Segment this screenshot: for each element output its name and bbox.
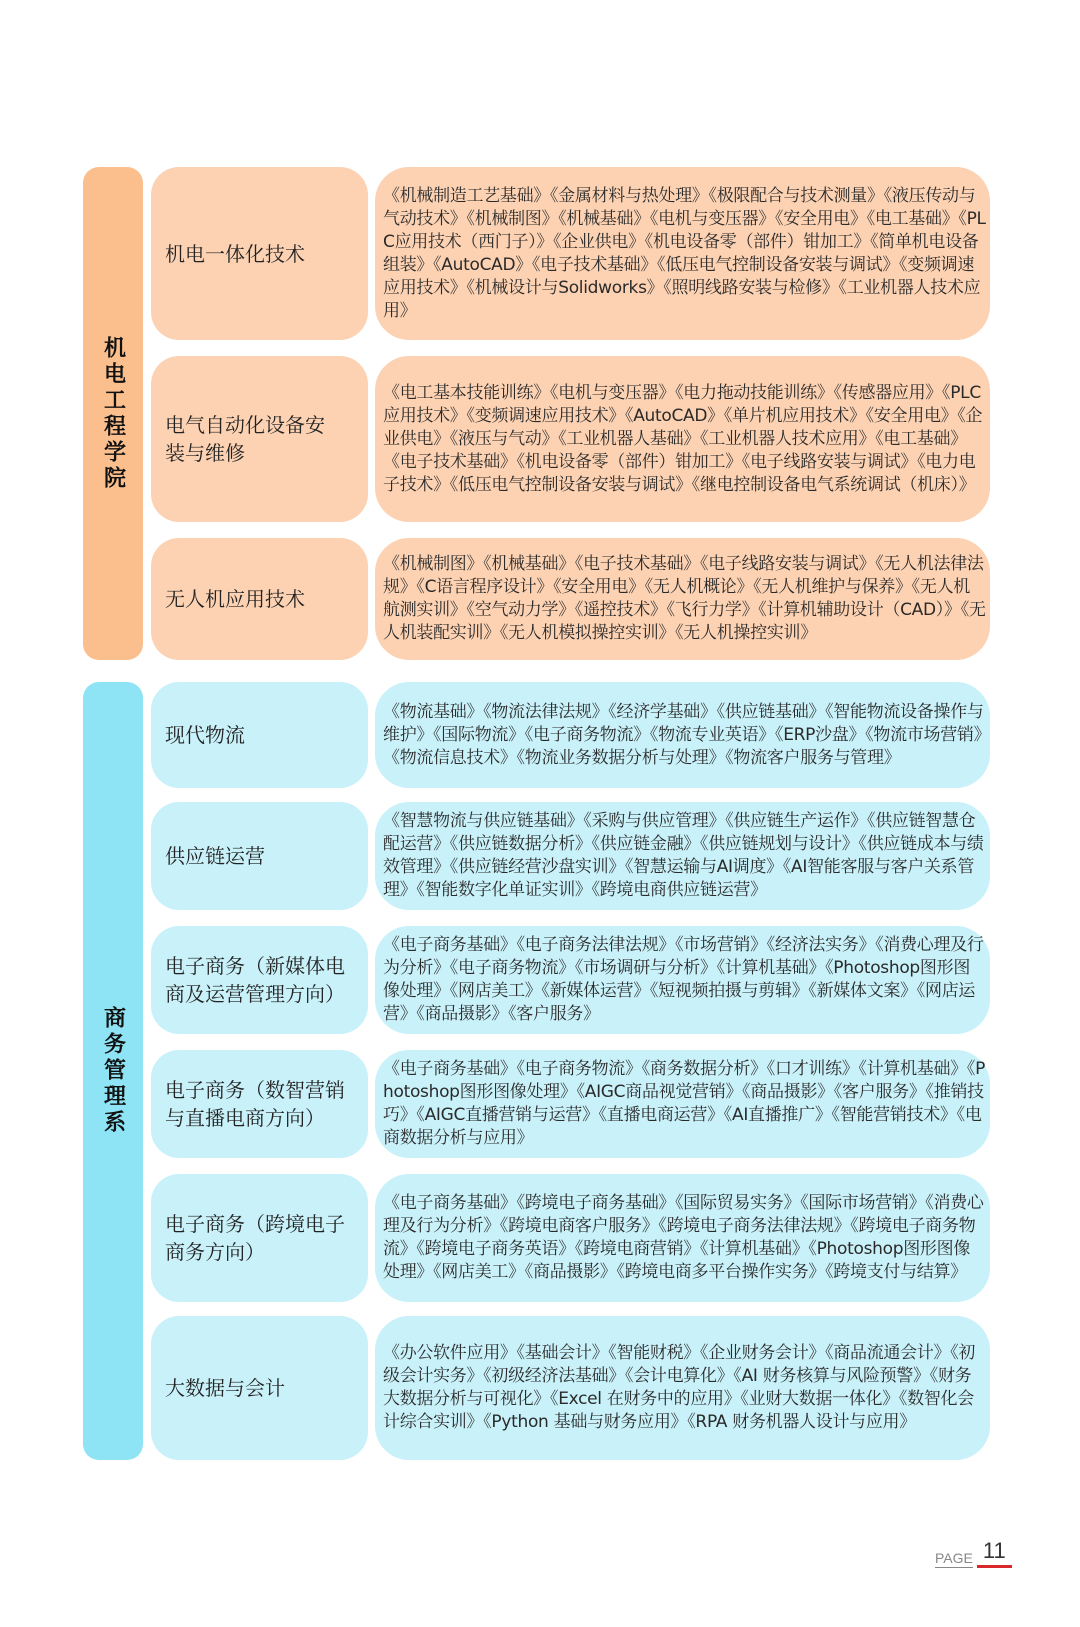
course-list: 《电子商务基础》《电子商务法律法规》《市场营销》《经济法实务》《消费心理及行为分析》《电子商务物流》《市场调研与分析》《计算机基础》《Photoshop图形图像处理》《网店美工》《新媒体运营》《短视频拍摄与剪辑》《新媒体文案》《网店运营》《商品摄影》《客户服务》 <box>383 935 984 1024</box>
major-card <box>151 1174 368 1302</box>
major-card <box>151 1050 368 1158</box>
department-band-business <box>83 682 143 1460</box>
department-name: 机电工程学院 <box>100 335 126 492</box>
major-card <box>151 356 368 522</box>
course-list-card <box>375 682 990 788</box>
page-footer <box>935 1538 1012 1568</box>
course-list-card <box>375 538 990 660</box>
department-band-mechatronics <box>83 167 143 660</box>
major-name: 电子商务（数智营销与直播电商方向） <box>165 1078 345 1130</box>
major-card <box>151 167 368 340</box>
major-card <box>151 802 368 910</box>
course-list-card <box>375 926 990 1034</box>
major-card <box>151 1316 368 1460</box>
major-name: 机电一体化技术 <box>165 241 305 266</box>
department-name: 商务管理系 <box>100 1006 126 1136</box>
course-list: 《机械制造工艺基础》《金属材料与热处理》《极限配合与技术测量》《液压传动与气动技术》《机械制图》《机械基础》《电机与变压器》《安全用电》《电工基础》《PLC应用技术（西门子）》《企业供电》《机电设备零（部件）钳加工》《简单机电设备组装》《AutoCAD》《电子技术基础》《低压电气控制设备安装与调试》《变频调速应用技术》《机械设计与Solidworks》《照明线路安装与检修》《工业机器人技术应用》 <box>383 185 986 321</box>
major-name: 无人机应用技术 <box>165 587 305 611</box>
course-list-card <box>375 356 990 522</box>
course-list: 《智慧物流与供应链基础》《采购与供应管理》《供应链生产运作》《供应链智慧仓配运营》《供应链数据分析》《供应链金融》《供应链规划与设计》《供应链成本与绩效管理》《供应链经营沙盘实训》《智慧运输与AI调度》《AI智能客服与客户关系管理》《智能数字化单证实训》《跨境电商供应链运营》 <box>383 811 984 900</box>
page-word: PAGE <box>935 1550 973 1566</box>
major-name: 电气自动化设备安装与维修 <box>165 413 325 465</box>
major-name: 电子商务（跨境电子商务方向） <box>165 1212 345 1264</box>
course-list: 《机械制图》《机械基础》《电子技术基础》《电子线路安装与调试》《无人机法律法规》《C语言程序设计》《安全用电》《无人机概论》《无人机维护与保养》《无人机航测实训》《空气动力学》《遥控技术》《飞行力学》《计算机辅助设计（CAD）》《无人机装配实训》《无人机模拟操控实训》《无人机操控实训》 <box>383 554 986 643</box>
major-name: 供应链运营 <box>165 844 265 868</box>
major-card <box>151 926 368 1034</box>
course-list: 《电子商务基础》《跨境电子商务基础》《国际贸易实务》《国际市场营销》《消费心理及行为分析》《跨境电商客户服务》《跨境电子商务法律法规》《跨境电子商务物流》《跨境电子商务英语》《跨境电商营销》《计算机基础》《Photoshop图形图像处理》《网店美工》《商品摄影》《跨境电商多平台操作实务》《跨境支付与结算》 <box>383 1193 984 1282</box>
major-card <box>151 538 368 660</box>
major-card <box>151 682 368 788</box>
course-list: 《电子商务基础》《电子商务物流》《商务数据分析》《口才训练》《计算机基础》《Photoshop图形图像处理》《AIGC商品视觉营销》《商品摄影》《客户服务》《推销技巧》《AIGC直播营销与运营》《直播电商运营》《AI直播推广》《智能营销技术》《电商数据分析与应用》 <box>383 1059 986 1148</box>
page-number: 11 <box>977 1538 1012 1568</box>
major-name: 大数据与会计 <box>165 1376 285 1400</box>
major-name: 电子商务（新媒体电商及运营管理方向） <box>165 954 345 1006</box>
course-list: 《物流基础》《物流法律法规》《经济学基础》《供应链基础》《智能物流设备操作与维护》《国际物流》《电子商务物流》《物流专业英语》《ERP沙盘》《物流市场营销》《物流信息技术》《物流业务数据分析与处理》《物流客户服务与管理》 <box>383 701 984 768</box>
major-name: 现代物流 <box>165 723 245 747</box>
course-list: 《电工基本技能训练》《电机与变压器》《电力拖动技能训练》《传感器应用》《PLC应用技术》《变频调速应用技术》《AutoCAD》《单片机应用技术》《安全用电》《企业供电》《液压与气动》《工业机器人基础》《工业机器人技术应用》《电工基础》《电子技术基础》《机电设备零（部件）钳加工》《电子线路安装与调试》《电力电子技术》《低压电气控制设备安装与调试》《继电控制设备电气系统调试（机床）》 <box>383 382 983 495</box>
course-list-card <box>375 1174 990 1302</box>
course-list-card <box>375 802 990 910</box>
course-list: 《办公软件应用》《基础会计》《智能财税》《企业财务会计》《商品流通会计》《初级会计实务》《初级经济法基础》《会计电算化》《AI 财务核算与风险预警》《财务大数据分析与可视化》《Excel 在财务中的应用》《业财大数据一体化》《数智化会计综合实训》《Python 基础与财务应用》《RPA 财务机器人设计与应用》 <box>383 1343 976 1432</box>
course-list-card <box>375 167 990 340</box>
course-list-card <box>375 1316 990 1460</box>
course-list-card <box>375 1050 990 1158</box>
